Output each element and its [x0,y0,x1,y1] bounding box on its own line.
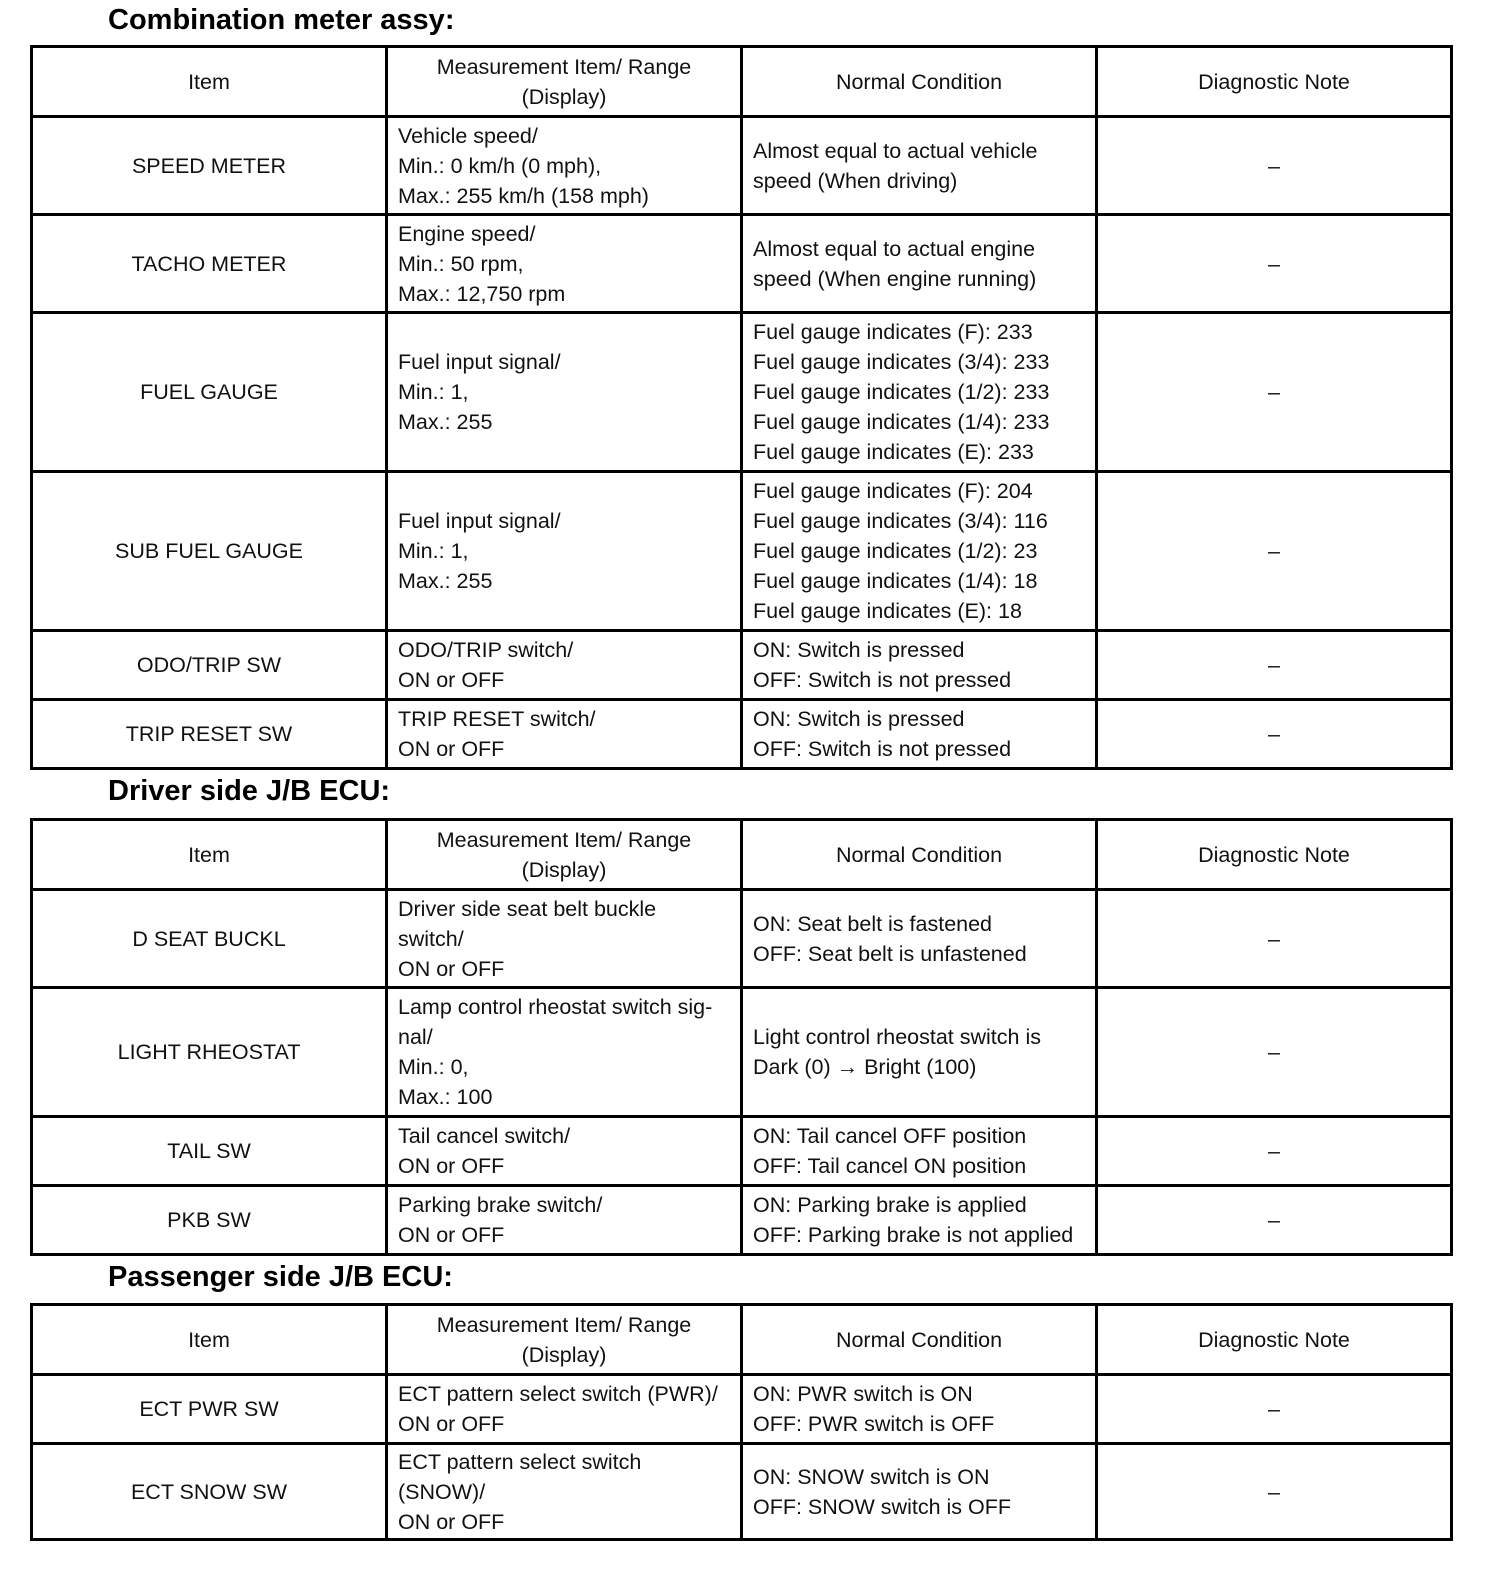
measurement-cell: Fuel input signal/ Min.: 1, Max.: 255 [387,313,742,472]
measurement-cell: Tail cancel switch/ ON or OFF [387,1117,742,1186]
item-cell: SPEED METER [32,117,387,215]
section-title: Passenger side J/B ECU: [108,1261,453,1293]
diagnostic-note-cell: – [1097,1444,1452,1540]
measurement-cell: TRIP RESET switch/ ON or OFF [387,700,742,769]
normal-condition-cell: Light control rheostat switch is Dark (0) → Bright (100) [742,988,1097,1117]
normal-condition-cell: Almost equal to actual vehicle speed (When driving) [742,117,1097,215]
diagnostic-note-cell: – [1097,988,1452,1117]
table-row [32,1444,1452,1540]
header-normal-condition: Normal Condition [742,47,1097,117]
measurement-cell: Vehicle speed/ Min.: 0 km/h (0 mph), Max.: 255 km/h (158 mph) [387,117,742,215]
header-row [32,47,1452,117]
measurement-cell: ECT pattern select switch (PWR)/ ON or OFF [387,1375,742,1444]
normal-condition-cell: Fuel gauge indicates (F): 204 Fuel gauge indicates (3/4): 116 Fuel gauge indicates (1/2): 23 Fuel gauge indicates (1/4): 18 Fuel gauge indicates (E): 18 [742,472,1097,631]
diagnostic-note-cell: – [1097,700,1452,769]
header-measurement: Measurement Item/ Range (Display) [387,1305,742,1375]
normal-condition-cell: ON: Seat belt is fastened OFF: Seat belt is unfastened [742,890,1097,988]
diagnostic-note-cell: – [1097,1117,1452,1186]
header-diagnostic-note: Diagnostic Note [1097,47,1452,117]
item-cell: D SEAT BUCKL [32,890,387,988]
item-cell: TRIP RESET SW [32,700,387,769]
measurement-cell: ECT pattern select switch (SNOW)/ ON or OFF [387,1444,742,1540]
section-title: Combination meter assy: [108,4,455,36]
normal-condition-cell: ON: Switch is pressed OFF: Switch is not pressed [742,631,1097,700]
measurement-cell: Parking brake switch/ ON or OFF [387,1186,742,1255]
table-row [32,1117,1452,1186]
diagnostic-note-cell: – [1097,117,1452,215]
header-item: Item [32,1305,387,1375]
table-row [32,700,1452,769]
measurement-cell: Driver side seat belt buckle switch/ ON or OFF [387,890,742,988]
measurement-cell: ODO/TRIP switch/ ON or OFF [387,631,742,700]
table-row [32,117,1452,215]
section-title: Driver side J/B ECU: [108,775,391,807]
diagnostic-note-cell: – [1097,1375,1452,1444]
normal-condition-cell: Fuel gauge indicates (F): 233 Fuel gauge indicates (3/4): 233 Fuel gauge indicates (1/2): 233 Fuel gauge indicates (1/4): 233 Fuel gauge indicates (E): 233 [742,313,1097,472]
spec-table [30,1303,1453,1541]
table-row [32,631,1452,700]
normal-condition-cell: ON: SNOW switch is ON OFF: SNOW switch is OFF [742,1444,1097,1540]
measurement-cell: Fuel input signal/ Min.: 1, Max.: 255 [387,472,742,631]
normal-condition-cell: ON: Tail cancel OFF position OFF: Tail cancel ON position [742,1117,1097,1186]
diagnostic-note-cell: – [1097,631,1452,700]
measurement-cell: Lamp control rheostat switch sig- nal/ Min.: 0, Max.: 100 [387,988,742,1117]
item-cell: TAIL SW [32,1117,387,1186]
item-cell: ODO/TRIP SW [32,631,387,700]
spec-table [30,818,1453,1256]
table-row [32,472,1452,631]
diagnostic-note-cell: – [1097,1186,1452,1255]
header-item: Item [32,47,387,117]
header-item: Item [32,820,387,890]
header-normal-condition: Normal Condition [742,820,1097,890]
header-measurement: Measurement Item/ Range (Display) [387,47,742,117]
item-cell: LIGHT RHEOSTAT [32,988,387,1117]
header-row [32,1305,1452,1375]
header-normal-condition: Normal Condition [742,1305,1097,1375]
normal-condition-cell: Almost equal to actual engine speed (When engine running) [742,215,1097,313]
item-cell: TACHO METER [32,215,387,313]
header-diagnostic-note: Diagnostic Note [1097,820,1452,890]
diagnostic-note-cell: – [1097,890,1452,988]
table-row [32,1186,1452,1255]
item-cell: ECT PWR SW [32,1375,387,1444]
diagnostic-note-cell: – [1097,313,1452,472]
header-diagnostic-note: Diagnostic Note [1097,1305,1452,1375]
table-row [32,313,1452,472]
item-cell: SUB FUEL GAUGE [32,472,387,631]
table-row [32,1375,1452,1444]
measurement-cell: Engine speed/ Min.: 50 rpm, Max.: 12,750 rpm [387,215,742,313]
spec-table [30,45,1453,770]
item-cell: PKB SW [32,1186,387,1255]
header-measurement: Measurement Item/ Range (Display) [387,820,742,890]
item-cell: FUEL GAUGE [32,313,387,472]
table-row [32,988,1452,1117]
normal-condition-cell: ON: Parking brake is applied OFF: Parking brake is not applied [742,1186,1097,1255]
normal-condition-cell: ON: Switch is pressed OFF: Switch is not pressed [742,700,1097,769]
table-row [32,215,1452,313]
table-row [32,890,1452,988]
item-cell: ECT SNOW SW [32,1444,387,1540]
diagnostic-note-cell: – [1097,472,1452,631]
header-row [32,820,1452,890]
normal-condition-cell: ON: PWR switch is ON OFF: PWR switch is OFF [742,1375,1097,1444]
diagnostic-note-cell: – [1097,215,1452,313]
